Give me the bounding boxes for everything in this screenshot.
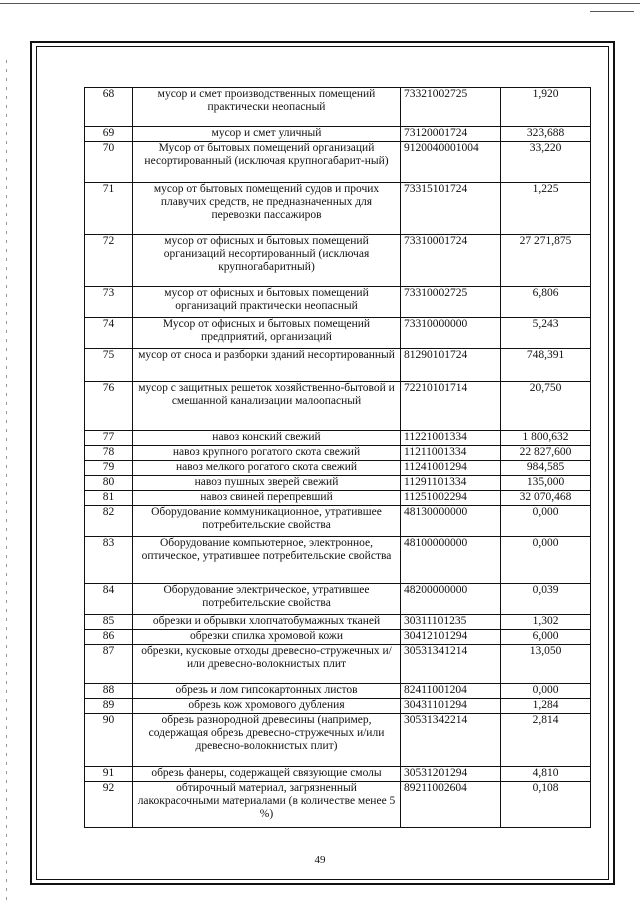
waste-code: 73310000000 <box>401 318 501 349</box>
waste-code: 73120001724 <box>401 127 501 142</box>
row-number: 80 <box>85 476 133 491</box>
waste-code: 73310001724 <box>401 235 501 287</box>
table-row <box>85 461 591 476</box>
waste-code: 11291101334 <box>401 476 501 491</box>
waste-name: обтирочный материал, загрязненный лакокрасочными материалами (в количестве менее 5 %) <box>133 782 401 828</box>
waste-code: 11251002294 <box>401 491 501 506</box>
row-number: 85 <box>85 615 133 630</box>
waste-name: навоз пушных зверей свежий <box>133 476 401 491</box>
waste-amount: 748,391 <box>501 349 591 382</box>
waste-name: мусор от офисных и бытовых помещений организаций несортированный (исключая крупногабаритный) <box>133 235 401 287</box>
table-row <box>85 645 591 684</box>
waste-name: Оборудование электрическое, утратившее потребительские свойства <box>133 584 401 615</box>
waste-amount: 4,810 <box>501 767 591 782</box>
waste-name: Оборудование компьютерное, электронное, оптическое, утратившее потребительские свойства <box>133 537 401 584</box>
row-number: 86 <box>85 630 133 645</box>
waste-name: навоз мелкого рогатого скота свежий <box>133 461 401 476</box>
row-number: 75 <box>85 349 133 382</box>
table-row <box>85 584 591 615</box>
waste-amount: 0,000 <box>501 506 591 537</box>
waste-name: мусор и смет производственных помещений практически неопасный <box>133 88 401 127</box>
table-row <box>85 183 591 235</box>
waste-name: Мусор от офисных и бытовых помещений предприятий, организаций <box>133 318 401 349</box>
table-row <box>85 287 591 318</box>
waste-code: 48200000000 <box>401 584 501 615</box>
table-row <box>85 506 591 537</box>
waste-amount: 2,814 <box>501 714 591 767</box>
waste-code: 73315101724 <box>401 183 501 235</box>
waste-name: навоз крупного рогатого скота свежий <box>133 446 401 461</box>
waste-amount: 1,920 <box>501 88 591 127</box>
table-row <box>85 88 591 127</box>
table-row <box>85 431 591 446</box>
row-number: 88 <box>85 684 133 699</box>
waste-name: обрезки, кусковые отходы древесно-стружечных и/или древесно-волокнистых плит <box>133 645 401 684</box>
waste-name: обрезь кож хромового дубления <box>133 699 401 714</box>
waste-code: 48130000000 <box>401 506 501 537</box>
waste-amount: 984,585 <box>501 461 591 476</box>
waste-code: 30311101235 <box>401 615 501 630</box>
waste-amount: 1,284 <box>501 699 591 714</box>
table-row <box>85 382 591 431</box>
waste-code: 73321002725 <box>401 88 501 127</box>
waste-name: обрезь фанеры, содержащей связующие смолы <box>133 767 401 782</box>
row-number: 73 <box>85 287 133 318</box>
waste-name: навоз конский свежий <box>133 431 401 446</box>
row-number: 92 <box>85 782 133 828</box>
table-row <box>85 767 591 782</box>
row-number: 70 <box>85 142 133 183</box>
waste-amount: 0,108 <box>501 782 591 828</box>
waste-amount: 32 070,468 <box>501 491 591 506</box>
row-number: 87 <box>85 645 133 684</box>
waste-code: 11221001334 <box>401 431 501 446</box>
table-row <box>85 684 591 699</box>
waste-code: 48100000000 <box>401 537 501 584</box>
waste-amount: 22 827,600 <box>501 446 591 461</box>
row-number: 89 <box>85 699 133 714</box>
page-number: 49 <box>314 854 326 866</box>
waste-name: обрезь разнородной древесины (например, содержащая обрезь древесно-стружечных и/или древесно-волокнистых плит) <box>133 714 401 767</box>
table-row <box>85 235 591 287</box>
top-rule-short <box>590 11 634 12</box>
row-number: 84 <box>85 584 133 615</box>
row-number: 82 <box>85 506 133 537</box>
row-number: 81 <box>85 491 133 506</box>
waste-code: 30431101294 <box>401 699 501 714</box>
waste-code: 73310002725 <box>401 287 501 318</box>
waste-amount: 20,750 <box>501 382 591 431</box>
waste-name: мусор и смет уличный <box>133 127 401 142</box>
row-number: 74 <box>85 318 133 349</box>
waste-amount: 323,688 <box>501 127 591 142</box>
waste-amount: 13,050 <box>501 645 591 684</box>
waste-amount: 0,000 <box>501 684 591 699</box>
top-rule <box>0 3 640 4</box>
row-number: 79 <box>85 461 133 476</box>
waste-code: 30531342214 <box>401 714 501 767</box>
binding-margin-dots <box>6 60 7 900</box>
waste-code: 30412101294 <box>401 630 501 645</box>
row-number: 77 <box>85 431 133 446</box>
waste-amount: 1,302 <box>501 615 591 630</box>
waste-code: 72210101714 <box>401 382 501 431</box>
waste-name: обрезки и обрывки хлопчатобумажных тканей <box>133 615 401 630</box>
waste-name: Мусор от бытовых помещений организаций несортированный (исключая крупногабарит-ный) <box>133 142 401 183</box>
waste-amount: 27 271,875 <box>501 235 591 287</box>
waste-code: 81290101724 <box>401 349 501 382</box>
waste-amount: 5,243 <box>501 318 591 349</box>
row-number: 72 <box>85 235 133 287</box>
waste-code: 11211001334 <box>401 446 501 461</box>
waste-code: 30531341214 <box>401 645 501 684</box>
waste-code: 30531201294 <box>401 767 501 782</box>
table-row <box>85 127 591 142</box>
table-row <box>85 615 591 630</box>
waste-amount: 33,220 <box>501 142 591 183</box>
table-row <box>85 491 591 506</box>
waste-name: обрезки спилка хромовой кожи <box>133 630 401 645</box>
waste-name: мусор от сноса и разборки зданий несортированный <box>133 349 401 382</box>
waste-code: 89211002604 <box>401 782 501 828</box>
table-row <box>85 714 591 767</box>
waste-code: 82411001204 <box>401 684 501 699</box>
row-number: 68 <box>85 88 133 127</box>
table-row <box>85 630 591 645</box>
waste-amount: 1,225 <box>501 183 591 235</box>
waste-amount: 0,000 <box>501 537 591 584</box>
row-number: 76 <box>85 382 133 431</box>
table-row <box>85 446 591 461</box>
table-row <box>85 782 591 828</box>
row-number: 91 <box>85 767 133 782</box>
table-row <box>85 537 591 584</box>
row-number: 83 <box>85 537 133 584</box>
row-number: 71 <box>85 183 133 235</box>
table-row <box>85 699 591 714</box>
waste-name: обрезь и лом гипсокартонных листов <box>133 684 401 699</box>
row-number: 69 <box>85 127 133 142</box>
waste-table <box>84 87 591 828</box>
waste-name: Оборудование коммуникационное, утратившее потребительские свойства <box>133 506 401 537</box>
table-row <box>85 349 591 382</box>
table-row <box>85 476 591 491</box>
row-number: 90 <box>85 714 133 767</box>
waste-amount: 1 800,632 <box>501 431 591 446</box>
waste-amount: 6,000 <box>501 630 591 645</box>
table-row <box>85 142 591 183</box>
table-row <box>85 318 591 349</box>
waste-name: мусор от офисных и бытовых помещений организаций практически неопасный <box>133 287 401 318</box>
waste-name: навоз свиней перепревший <box>133 491 401 506</box>
waste-code: 9120040001004 <box>401 142 501 183</box>
waste-amount: 135,000 <box>501 476 591 491</box>
waste-amount: 6,806 <box>501 287 591 318</box>
waste-name: мусор от бытовых помещений судов и прочих плавучих средств, не предназначенных для перевозки пассажиров <box>133 183 401 235</box>
row-number: 78 <box>85 446 133 461</box>
waste-table-body <box>85 88 591 828</box>
waste-amount: 0,039 <box>501 584 591 615</box>
waste-name: мусор с защитных решеток хозяйственно-бытовой и смешанной канализации малоопасный <box>133 382 401 431</box>
waste-code: 11241001294 <box>401 461 501 476</box>
